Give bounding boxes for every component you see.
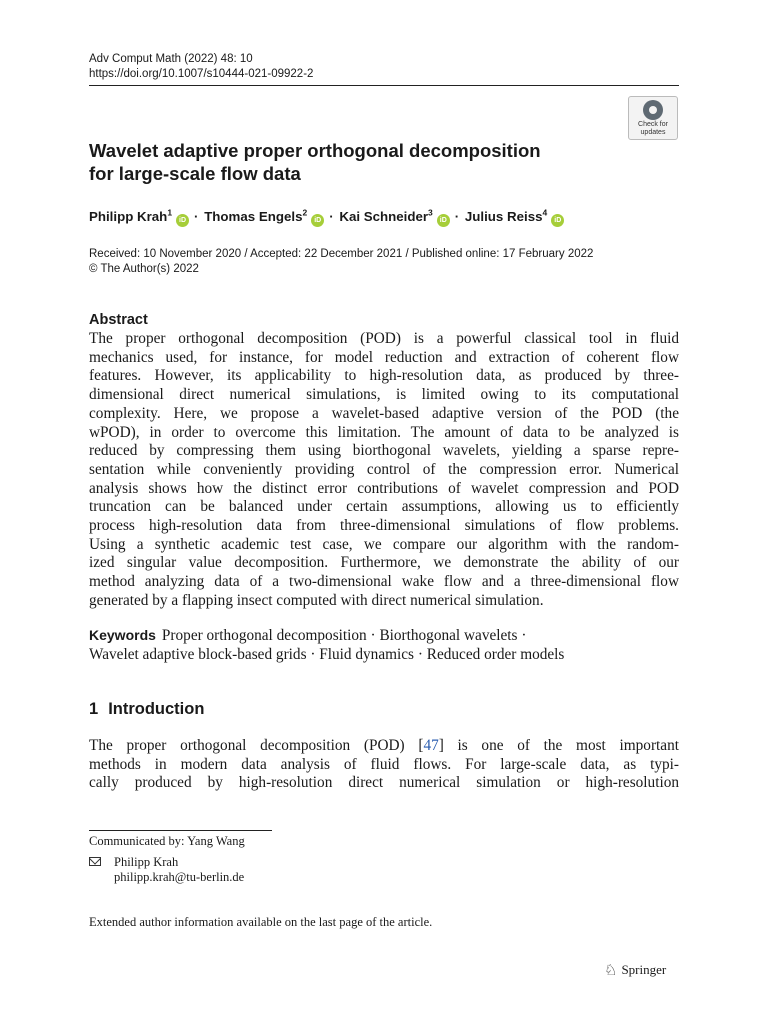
author-list: [89, 207, 567, 227]
author-name[interactable]: Kai Schneider: [339, 209, 429, 224]
copyright-notice: © The Author(s) 2022: [89, 263, 199, 275]
check-for-updates-badge[interactable]: [628, 96, 678, 140]
publisher-logo: [604, 961, 666, 980]
intro-text: ] is one of the most important: [438, 737, 679, 754]
abstract-line: Using a synthetic academic test case, we compare our algorithm with the random-: [89, 535, 679, 553]
badge-line-2: updates: [640, 129, 666, 136]
footnote-divider: [89, 830, 272, 831]
paper-title: [89, 139, 609, 185]
keywords-block: [89, 626, 679, 664]
check-for-updates-icon: [643, 100, 663, 120]
abstract-line: method analyzing data of a two-dimensional wake flow and a three-dimensional flow: [89, 573, 679, 591]
abstract-line: The proper orthogonal decomposition (POD) is a powerful classical tool in fluid: [89, 330, 679, 347]
keywords-line-1: Proper orthogonal decomposition · Biorthogonal wavelets ·: [161, 627, 527, 644]
abstract-line: features. However, its applicability to high-resolution data, as produced by three-: [89, 367, 679, 385]
orcid-icon[interactable]: iD: [437, 214, 450, 227]
affiliation-marker: 3: [428, 207, 433, 218]
orcid-icon[interactable]: iD: [311, 214, 324, 227]
envelope-icon: [89, 857, 101, 866]
abstract-line: reduced by compressing them using biorthogonal wavelets, yielding a sparse repre-: [89, 442, 679, 460]
abstract-line: ized singular value decomposition. Furthermore, we demonstrate the ability of our: [89, 554, 679, 572]
springer-horse-icon: ♘: [604, 963, 618, 979]
abstract-line: complexity. Here, we propose a wavelet-based adaptive version of the POD (the: [89, 404, 679, 422]
abstract-line: wPOD), in order to overcome this limitation. The amount of data to be analyzed is: [89, 423, 679, 441]
abstract-line: analysis shows how the distinct error contributions of wavelet compression and POD: [89, 479, 679, 497]
author-name[interactable]: Thomas Engels: [204, 209, 303, 224]
title-line-1: Wavelet adaptive proper orthogonal decomposition: [89, 140, 541, 161]
section-title: Introduction: [108, 700, 205, 718]
section-heading: [89, 699, 204, 719]
citation-link[interactable]: 47: [423, 737, 439, 754]
header-divider: [89, 85, 679, 86]
orcid-icon[interactable]: iD: [176, 214, 189, 227]
abstract-heading: Abstract: [89, 312, 148, 328]
abstract-line: dimensional direct numerical simulations, is limited owing to its computational: [89, 386, 679, 404]
journal-citation: Adv Comput Math (2022) 48: 10: [89, 53, 253, 65]
publication-dates: Received: 10 November 2020 / Accepted: 22 December 2021 / Published online: 17 February 2022: [89, 248, 594, 260]
intro-line-1: [89, 737, 679, 756]
intro-line-3: cally produced by high-resolution direct numerical simulation or high-resolution: [89, 774, 679, 792]
corresponding-author-email[interactable]: philipp.krah@tu-berlin.de: [114, 870, 245, 884]
section-number: 1: [89, 700, 99, 718]
author-separator: ·: [454, 209, 460, 224]
title-line-2: for large-scale flow data: [89, 163, 301, 184]
corresponding-author-name: Philipp Krah: [114, 855, 179, 869]
intro-text: The proper orthogonal decomposition (POD) [: [89, 737, 424, 754]
publisher-name: Springer: [621, 962, 667, 977]
keywords-line-2: Wavelet adaptive block-based grids · Fluid dynamics · Reduced order models: [89, 645, 565, 663]
abstract-line: truncation can be balanced under certain assumptions, allowing us to efficiently: [89, 498, 679, 516]
abstract-line: generated by a flapping insect computed with direct numerical simulation.: [89, 591, 544, 609]
intro-line-2: methods in modern data analysis of fluid flows. For large-scale data, as typi-: [89, 755, 679, 773]
abstract-line: sentation while conveniently providing control of the compression error. Numerical: [89, 460, 679, 478]
abstract-body: [89, 330, 679, 611]
author-separator: ·: [194, 209, 199, 224]
communicated-by: Communicated by: Yang Wang: [89, 834, 245, 848]
doi-link[interactable]: https://doi.org/10.1007/s10444-021-09922-2: [89, 68, 314, 80]
introduction-paragraph: [89, 737, 679, 793]
author-name[interactable]: Julius Reiss: [464, 209, 543, 224]
extended-author-info: Extended author information available on the last page of the article.: [89, 915, 433, 929]
abstract-line: mechanics used, for instance, for model reduction and extraction of coherent flow: [89, 348, 679, 366]
badge-line-1: Check for: [638, 121, 668, 128]
orcid-icon[interactable]: iD: [551, 214, 564, 227]
affiliation-marker: 2: [302, 207, 308, 218]
keywords-label: Keywords: [89, 627, 156, 643]
author-separator: ·: [329, 209, 334, 224]
author-name[interactable]: Philipp Krah: [89, 209, 168, 224]
affiliation-marker: 4: [542, 207, 548, 218]
affiliation-marker: 1: [167, 207, 173, 218]
abstract-line: process high-resolution data from three-dimensional simulations of flow problems.: [89, 517, 679, 535]
